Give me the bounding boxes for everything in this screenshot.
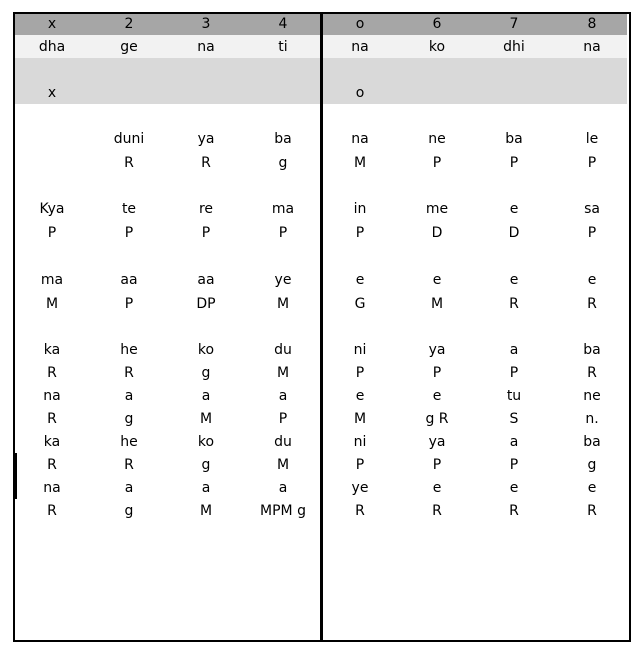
swara-note: R (432, 503, 442, 519)
lyric-syllable: he (120, 342, 138, 358)
lyric-syllable: a (201, 480, 211, 496)
lyric-syllable: na (43, 388, 61, 404)
swara-note: G (354, 296, 366, 312)
lyric-syllable: ni (353, 434, 367, 450)
swara-note: g (124, 503, 134, 519)
tali-marker (399, 84, 475, 102)
swara-note: M (45, 296, 59, 312)
beat-number: x (47, 16, 57, 32)
beat-number: 7 (509, 16, 519, 32)
lyric-syllable: aa (197, 272, 215, 288)
swara-note: R (47, 365, 57, 381)
swara-note: P (432, 457, 442, 473)
lyric-syllable: ka (43, 342, 61, 358)
lyric-syllable: sa (584, 201, 600, 217)
lyric-syllable: ya (197, 131, 215, 147)
lyric-syllable: in (353, 201, 367, 217)
lyric-syllable: na (43, 480, 61, 496)
lyric-syllable: aa (120, 272, 138, 288)
theka-bol: dhi (503, 39, 525, 55)
swara-note: R (587, 296, 597, 312)
swara-note: R (47, 457, 57, 473)
swara-note: P (432, 155, 442, 171)
lyric-syllable: ba (505, 131, 523, 147)
lyric-syllable: ya (428, 342, 446, 358)
lyric-syllable: a (201, 388, 211, 404)
lyric-syllable (14, 130, 90, 148)
tali-marker (245, 84, 321, 102)
lyric-syllable: a (278, 388, 288, 404)
lyric-syllable: tu (506, 388, 522, 404)
lyric-syllable: re (198, 201, 214, 217)
swara-note: D (431, 225, 443, 241)
lyric-syllable: ko (197, 342, 215, 358)
lyric-syllable: he (120, 434, 138, 450)
swara-note: M (353, 411, 367, 427)
lyric-syllable: du (274, 434, 292, 450)
swara-note: P (509, 457, 519, 473)
swara-note: M (199, 411, 213, 427)
lyric-syllable: duni (113, 131, 145, 147)
lyric-syllable: e (509, 272, 519, 288)
swara-note: S (509, 411, 519, 427)
lyric-syllable: ne (583, 388, 601, 404)
theka-bol: na (197, 39, 215, 55)
swara-note (14, 154, 90, 172)
swara-note: R (47, 411, 57, 427)
beat-number: 8 (587, 16, 597, 32)
swara-note: P (278, 225, 288, 241)
swara-note: g (278, 155, 288, 171)
swara-note: M (276, 296, 290, 312)
swara-note: P (355, 365, 365, 381)
lyric-syllable: ba (274, 131, 292, 147)
swara-note: g (201, 457, 211, 473)
swara-note: P (355, 225, 365, 241)
lyric-syllable: ka (43, 434, 61, 450)
swara-note: P (509, 155, 519, 171)
swara-note: R (124, 457, 134, 473)
swara-note: R (201, 155, 211, 171)
lyric-syllable: e (587, 480, 597, 496)
swara-note: M (199, 503, 213, 519)
swara-note: g (201, 365, 211, 381)
lyric-syllable: ma (40, 272, 64, 288)
swara-note: P (124, 225, 134, 241)
lyric-syllable: Kya (39, 201, 65, 217)
tali-marker: x (47, 85, 57, 101)
swara-note: R (587, 503, 597, 519)
tali-marker: o (355, 85, 365, 101)
lyric-syllable: te (121, 201, 137, 217)
lyric-syllable: na (351, 131, 369, 147)
swara-note: P (124, 296, 134, 312)
lyric-syllable: a (278, 480, 288, 496)
swara-note: DP (196, 296, 216, 312)
swara-note: R (509, 503, 519, 519)
lyric-syllable: e (432, 480, 442, 496)
tali-marker (554, 84, 630, 102)
lyric-syllable: a (124, 480, 134, 496)
lyric-syllable: ba (583, 434, 601, 450)
lyric-syllable: ma (271, 201, 295, 217)
swara-note: P (509, 365, 519, 381)
swara-note: R (587, 365, 597, 381)
swara-note: R (124, 155, 134, 171)
lyric-syllable: le (585, 131, 599, 147)
tali-marker (91, 84, 167, 102)
lyric-syllable: e (587, 272, 597, 288)
beat-number: 6 (432, 16, 442, 32)
swara-note: MPM g (260, 503, 306, 519)
swara-note: M (353, 155, 367, 171)
lyric-syllable: a (509, 342, 519, 358)
swara-note: R (47, 503, 57, 519)
lyric-syllable: ye (351, 480, 369, 496)
beat-number: 3 (201, 16, 211, 32)
theka-bol: ge (120, 39, 138, 55)
lyric-syllable: ye (274, 272, 292, 288)
beat-number: 4 (278, 16, 288, 32)
swara-note: M (276, 457, 290, 473)
swara-note: R (509, 296, 519, 312)
lyric-syllable: ni (353, 342, 367, 358)
swara-note: M (430, 296, 444, 312)
swara-note: P (278, 411, 288, 427)
swara-note: g (587, 457, 597, 473)
lyric-syllable: me (425, 201, 449, 217)
swara-note: P (355, 457, 365, 473)
lyric-syllable: du (274, 342, 292, 358)
section-divider (320, 12, 323, 640)
theka-bol: ti (278, 39, 288, 55)
swara-note: P (587, 225, 597, 241)
swara-note: P (47, 225, 57, 241)
tali-marker (476, 84, 552, 102)
lyric-syllable: a (124, 388, 134, 404)
beat-number: 2 (124, 16, 134, 32)
swara-note: R (124, 365, 134, 381)
swara-note: n. (585, 411, 599, 427)
lyric-syllable: e (509, 480, 519, 496)
swara-note: P (587, 155, 597, 171)
lyric-syllable: a (509, 434, 519, 450)
beat-number: o (355, 16, 365, 32)
tali-marker (168, 84, 244, 102)
lyric-syllable: ya (428, 434, 446, 450)
theka-bol: ko (428, 39, 446, 55)
swara-note: g R (425, 411, 449, 427)
theka-bol: dha (38, 39, 66, 55)
swara-note: P (432, 365, 442, 381)
lyric-syllable: e (355, 272, 365, 288)
lyric-syllable: ne (428, 131, 446, 147)
theka-bol: na (583, 39, 601, 55)
lyric-syllable: e (432, 272, 442, 288)
swara-note: M (276, 365, 290, 381)
lyric-syllable: ko (197, 434, 215, 450)
swara-note: g (124, 411, 134, 427)
swara-note: D (508, 225, 520, 241)
lyric-syllable: e (432, 388, 442, 404)
lyric-syllable: e (355, 388, 365, 404)
theka-bol: na (351, 39, 369, 55)
lyric-syllable: ba (583, 342, 601, 358)
swara-note: P (201, 225, 211, 241)
lyric-syllable: e (509, 201, 519, 217)
swara-note: R (355, 503, 365, 519)
